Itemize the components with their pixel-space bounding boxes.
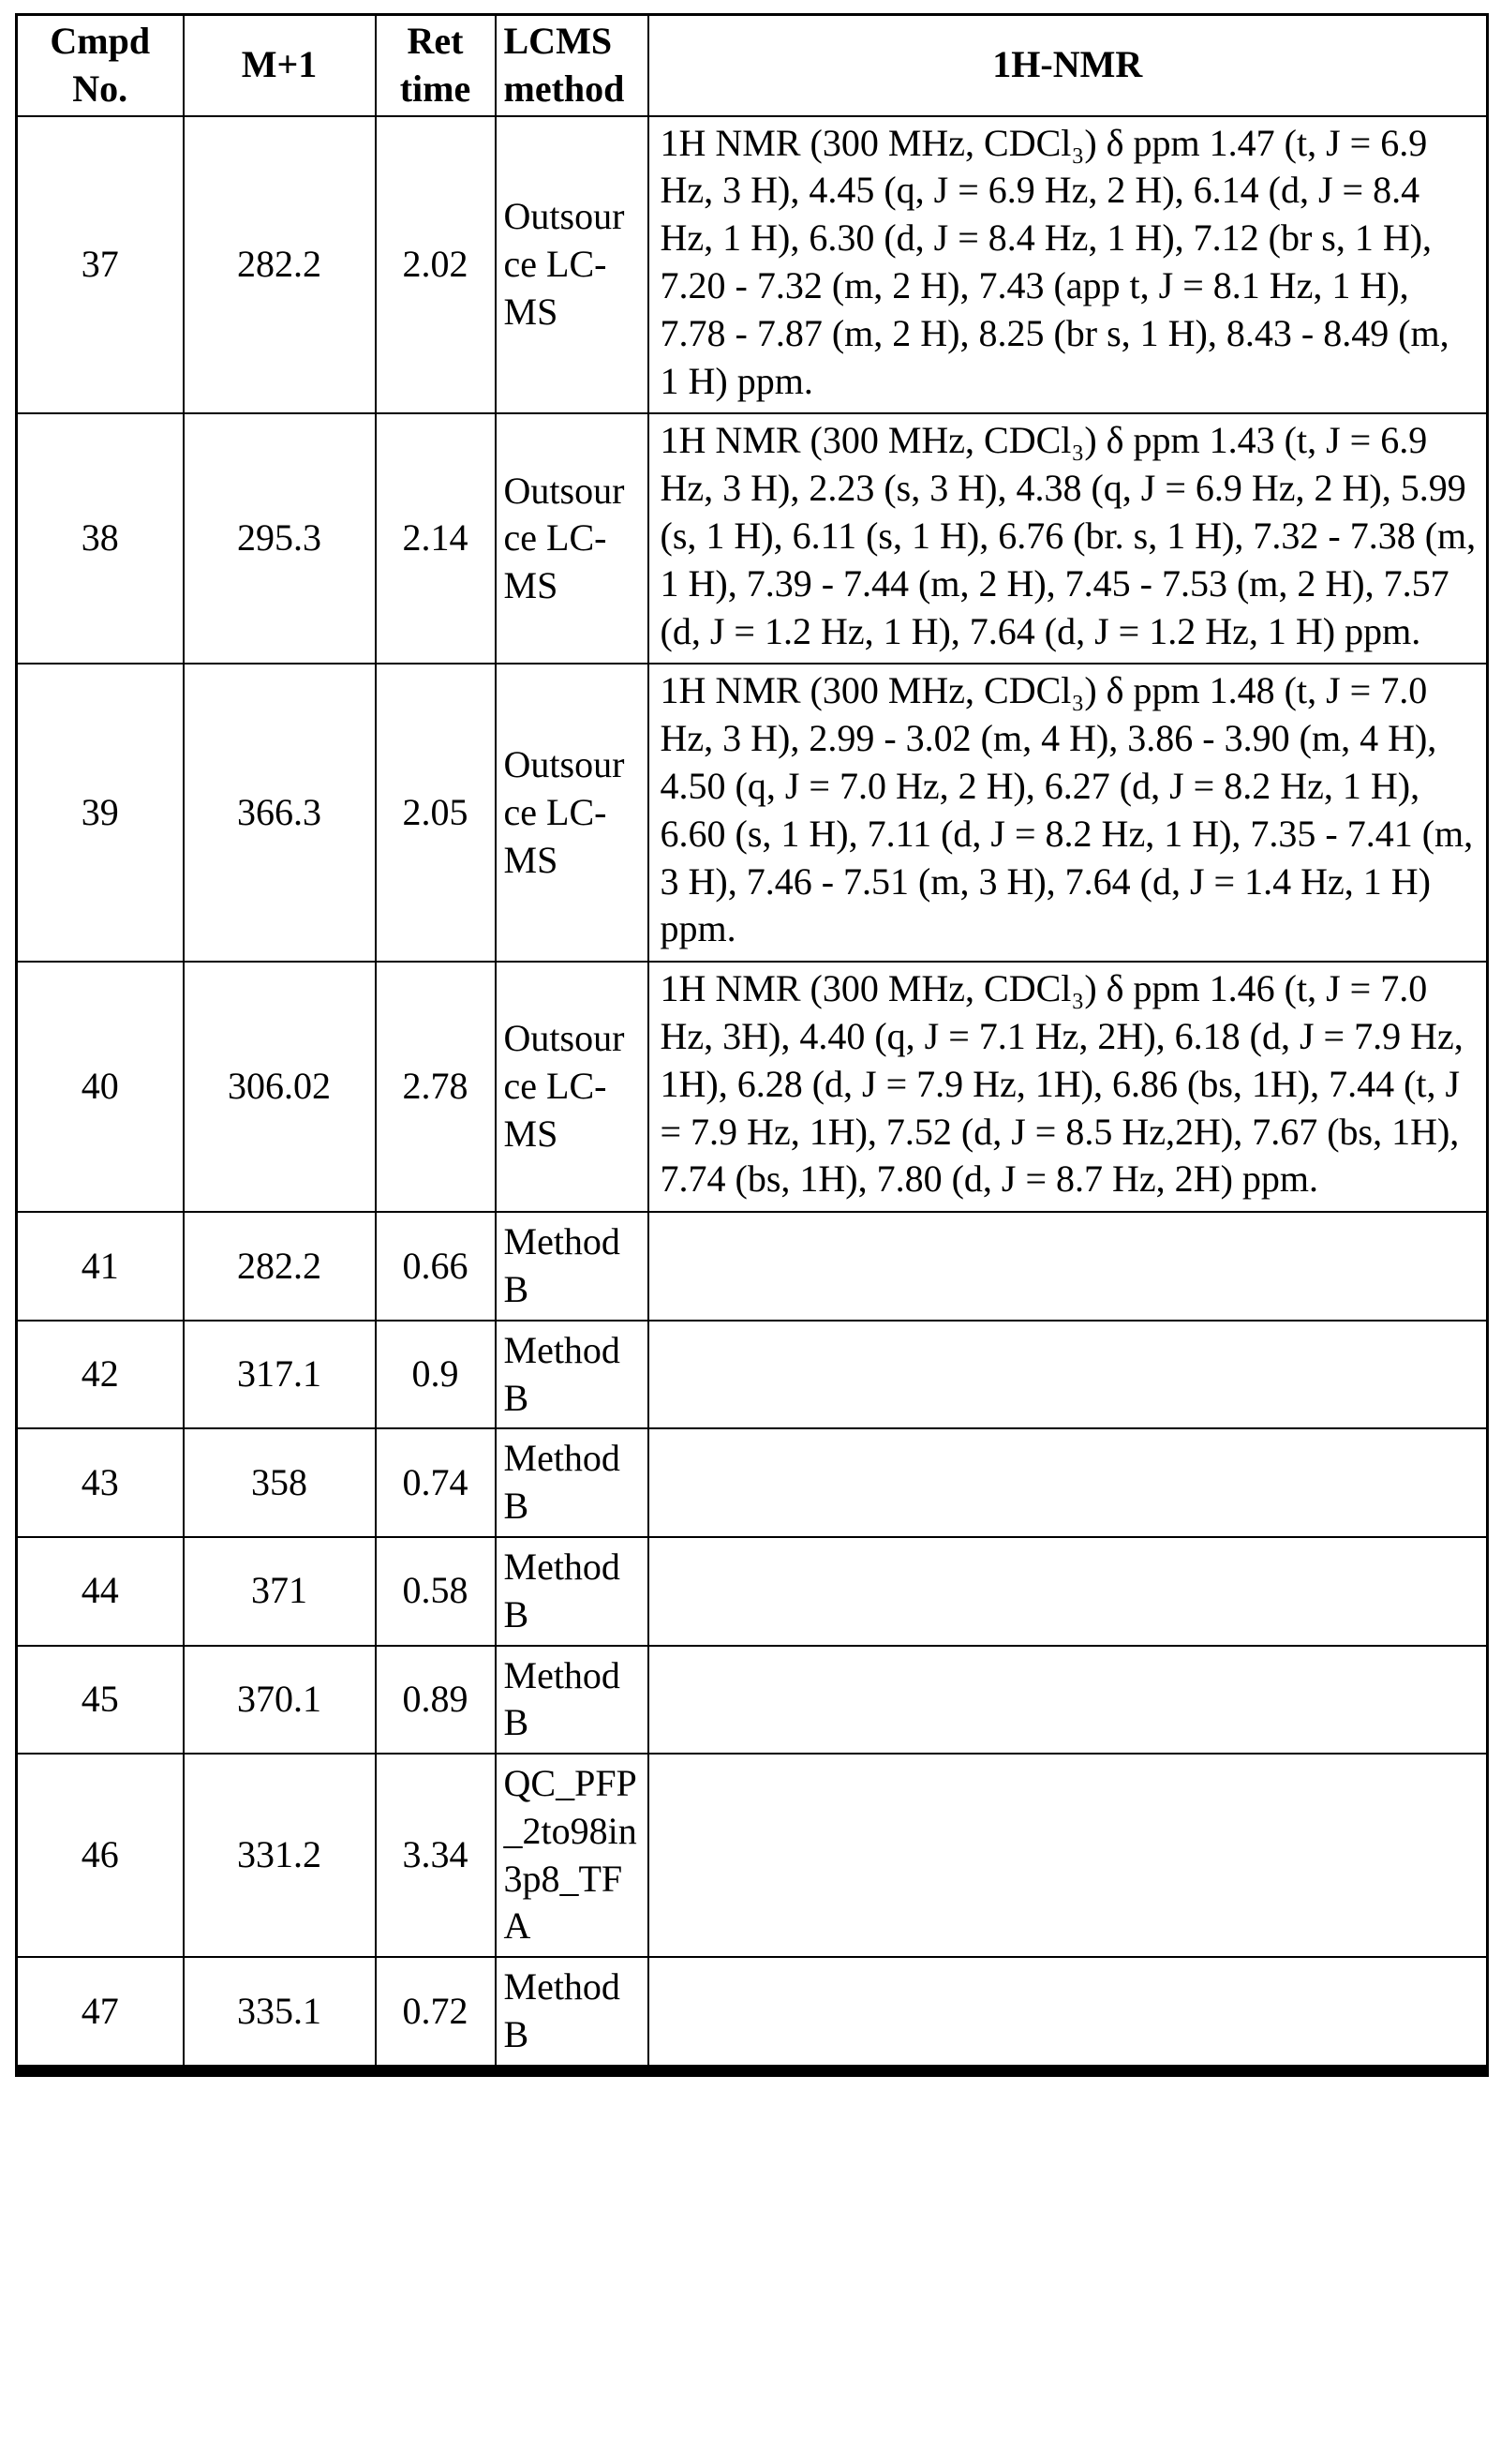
cell-1h-nmr: 1H NMR (300 MHz, CDCl₃) δ ppm 1.48 (t, J = 7.0 Hz, 3 H), 2.99 - 3.02 (m, 4 H), 3.86 - 3.90 (m, 4 H), 4.50 (q, J = 7.0 Hz, 2 H), 6.27 (d, J = 8.2 Hz, 1 H), 6.60 (s, 1 H), 7.11 (d, J = 8.2 Hz, 1 H), 7.35 - 7.41 (m, 3 H), 7.46 - 7.51 (m, 3 H), 7.64 (d, J = 1.4 Hz, 1 H) ppm. [648, 664, 1488, 962]
cell-cmpd-no: 47 [17, 1957, 184, 2070]
table-row-cmpd-41 [17, 1212, 1488, 1321]
cell-m-plus-1: 335.1 [184, 1957, 376, 2070]
table-row-cmpd-43 [17, 1428, 1488, 1537]
cell-1h-nmr [648, 1212, 1488, 1321]
cell-ret-time: 2.14 [376, 413, 496, 664]
cell-lcms-method: Method B [496, 1646, 648, 1755]
header-cmpd-no: Cmpd No. [17, 15, 184, 116]
table-row-cmpd-39 [17, 664, 1488, 962]
cell-cmpd-no: 45 [17, 1646, 184, 1755]
cell-lcms-method: Outsource LC-MS [496, 413, 648, 664]
cell-1h-nmr: 1H NMR (300 MHz, CDCl₃) δ ppm 1.43 (t, J = 6.9 Hz, 3 H), 2.23 (s, 3 H), 4.38 (q, J = 6.9 Hz, 2 H), 5.99 (s, 1 H), 6.11 (s, 1 H), 6.76 (br. s, 1 H), 7.32 - 7.38 (m, 1 H), 7.39 - 7.44 (m, 2 H), 7.45 - 7.53 (m, 2 H), 7.57 (d, J = 1.2 Hz, 1 H), 7.64 (d, J = 1.2 Hz, 1 H) ppm. [648, 413, 1488, 664]
cell-m-plus-1: 331.2 [184, 1754, 376, 1957]
cell-lcms-method: Outsource LC-MS [496, 962, 648, 1212]
cell-cmpd-no: 46 [17, 1754, 184, 1957]
cell-cmpd-no: 38 [17, 413, 184, 664]
cell-m-plus-1: 282.2 [184, 1212, 376, 1321]
cell-m-plus-1: 366.3 [184, 664, 376, 962]
cell-lcms-method: Method B [496, 1428, 648, 1537]
cell-m-plus-1: 370.1 [184, 1646, 376, 1755]
cell-1h-nmr [648, 1321, 1488, 1429]
cell-cmpd-no: 44 [17, 1537, 184, 1646]
cell-cmpd-no: 41 [17, 1212, 184, 1321]
table-row-cmpd-42 [17, 1321, 1488, 1429]
header-m-plus-1: M+1 [184, 15, 376, 116]
cell-ret-time: 2.05 [376, 664, 496, 962]
table-row-cmpd-40 [17, 962, 1488, 1212]
cell-lcms-method: Outsource LC-MS [496, 116, 648, 414]
cell-1h-nmr [648, 1957, 1488, 2070]
cell-cmpd-no: 39 [17, 664, 184, 962]
cell-cmpd-no: 42 [17, 1321, 184, 1429]
cell-ret-time: 0.9 [376, 1321, 496, 1429]
cell-ret-time: 0.66 [376, 1212, 496, 1321]
table-row-cmpd-38 [17, 413, 1488, 664]
header-ret-time: Ret time [376, 15, 496, 116]
cell-m-plus-1: 282.2 [184, 116, 376, 414]
cell-m-plus-1: 371 [184, 1537, 376, 1646]
cell-m-plus-1: 295.3 [184, 413, 376, 664]
compound-data-table [15, 13, 1489, 2077]
cell-ret-time: 0.74 [376, 1428, 496, 1537]
cell-ret-time: 2.78 [376, 962, 496, 1212]
table-row-cmpd-37 [17, 116, 1488, 414]
table-row-cmpd-44 [17, 1537, 1488, 1646]
cell-1h-nmr [648, 1646, 1488, 1755]
cell-ret-time: 2.02 [376, 116, 496, 414]
cell-lcms-method: Method B [496, 1537, 648, 1646]
cell-1h-nmr [648, 1754, 1488, 1957]
cell-lcms-method: Method B [496, 1321, 648, 1429]
cell-lcms-method: Outsource LC-MS [496, 664, 648, 962]
cell-ret-time: 3.34 [376, 1754, 496, 1957]
cell-1h-nmr [648, 1537, 1488, 1646]
cell-1h-nmr [648, 1428, 1488, 1537]
cell-cmpd-no: 37 [17, 116, 184, 414]
cell-cmpd-no: 40 [17, 962, 184, 1212]
table-row-cmpd-45 [17, 1646, 1488, 1755]
cell-lcms-method: QC_PFP_2to98in3p8_TFA [496, 1754, 648, 1957]
cell-ret-time: 0.72 [376, 1957, 496, 2070]
cell-1h-nmr: 1H NMR (300 MHz, CDCl₃) δ ppm 1.46 (t, J = 7.0 Hz, 3H), 4.40 (q, J = 7.1 Hz, 2H), 6.18 (d, J = 7.9 Hz, 1H), 6.28 (d, J = 7.9 Hz, 1H), 6.86 (bs, 1H), 7.44 (t, J = 7.9 Hz, 1H), 7.52 (d, J = 8.5 Hz,2H), 7.67 (bs, 1H), 7.74 (bs, 1H), 7.80 (d, J = 8.7 Hz, 2H) ppm. [648, 962, 1488, 1212]
table-row-cmpd-47 [17, 1957, 1488, 2070]
cell-lcms-method: Method B [496, 1957, 648, 2070]
cell-ret-time: 0.89 [376, 1646, 496, 1755]
cell-m-plus-1: 358 [184, 1428, 376, 1537]
cell-m-plus-1: 317.1 [184, 1321, 376, 1429]
table-header-row [17, 15, 1488, 116]
table-row-cmpd-46 [17, 1754, 1488, 1957]
header-lcms-method: LCMS method [496, 15, 648, 116]
header-1h-nmr: 1H-NMR [648, 15, 1488, 116]
cell-ret-time: 0.58 [376, 1537, 496, 1646]
cell-lcms-method: Method B [496, 1212, 648, 1321]
cell-m-plus-1: 306.02 [184, 962, 376, 1212]
cell-cmpd-no: 43 [17, 1428, 184, 1537]
cell-1h-nmr: 1H NMR (300 MHz, CDCl₃) δ ppm 1.47 (t, J = 6.9 Hz, 3 H), 4.45 (q, J = 6.9 Hz, 2 H), 6.14 (d, J = 8.4 Hz, 1 H), 6.30 (d, J = 8.4 Hz, 1 H), 7.12 (br s, 1 H), 7.20 - 7.32 (m, 2 H), 7.43 (app t, J = 8.1 Hz, 1 H), 7.78 - 7.87 (m, 2 H), 8.25 (br s, 1 H), 8.43 - 8.49 (m, 1 H) ppm. [648, 116, 1488, 414]
